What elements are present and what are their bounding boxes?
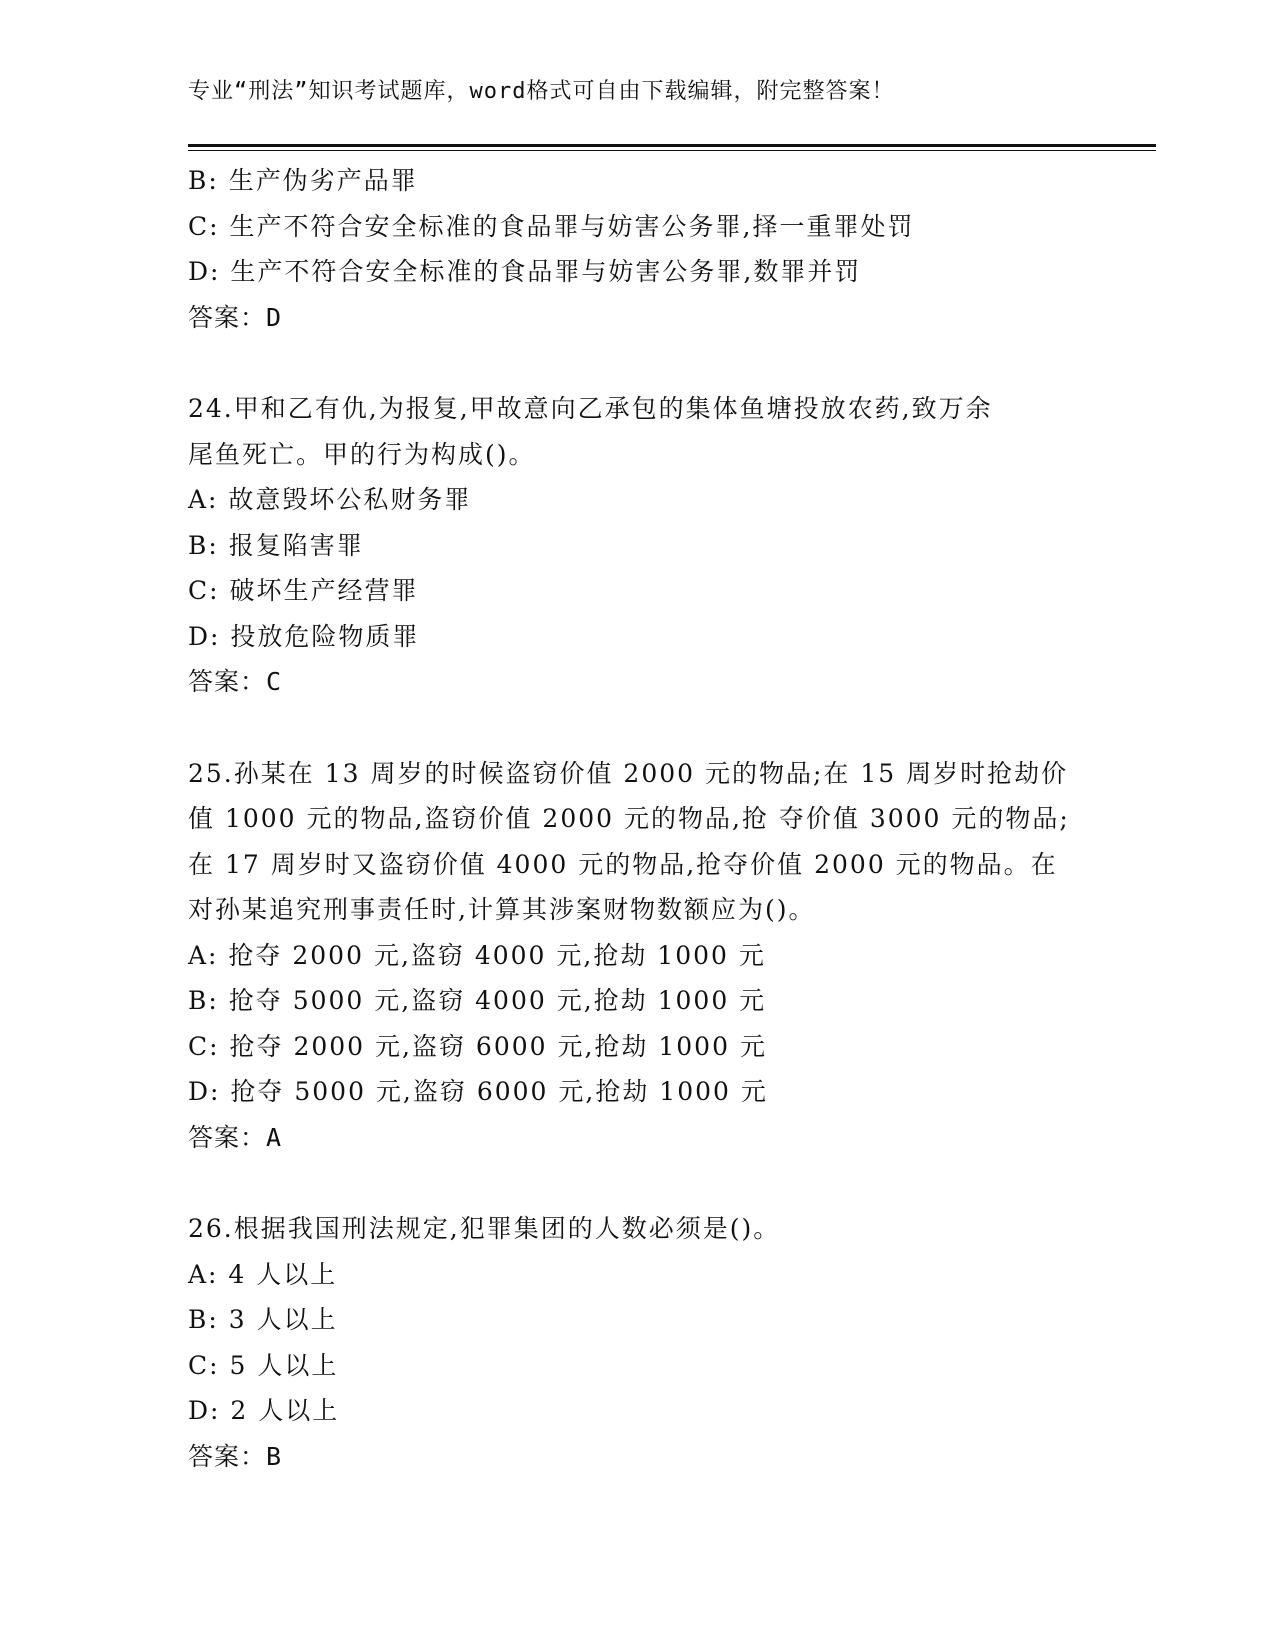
answer-line xyxy=(188,295,1088,341)
option-a: A: 故意毁坏公私财务罪 xyxy=(188,485,472,514)
option-b: B: 3 人以上 xyxy=(188,1305,338,1334)
option-c: C: 5 人以上 xyxy=(188,1350,339,1380)
answer-value: A xyxy=(266,1122,283,1152)
question-list xyxy=(188,158,1088,1479)
option-a: A: 4 人以上 xyxy=(188,1259,338,1289)
question-stem: 26.根据我国刑法规定,犯罪集团的人数必须是()。 xyxy=(188,1214,781,1243)
question-block xyxy=(188,751,1088,1161)
answer-value: B xyxy=(266,1441,283,1471)
question-stem: 尾鱼死亡。甲的行为构成()。 xyxy=(188,439,536,469)
option-d: D: 抢夺 5000 元,盗窃 6000 元,抢劫 1000 元 xyxy=(188,1077,768,1106)
answer-label: 答案： xyxy=(188,1122,267,1152)
answer-line xyxy=(188,1115,1088,1161)
header-rule xyxy=(188,144,1156,151)
question-block xyxy=(188,1206,1088,1479)
answer-label: 答案： xyxy=(188,1441,267,1471)
question-stem: 25.孙某在 13 周岁的时候盗窃价值 2000 元的物品;在 15 周岁时抢劫价 xyxy=(188,758,1069,788)
question-stem: 24.甲和乙有仇,为报复,甲故意向乙承包的集体鱼塘投放农药,致万余 xyxy=(188,394,993,423)
option-b: B: 生产伪劣产品罪 xyxy=(188,166,418,195)
option-d: D: 生产不符合安全标准的食品罪与妨害公务罪,数罪并罚 xyxy=(188,257,862,286)
question-stem: 对孙某追究刑事责任时,计算其涉案财物数额应为()。 xyxy=(188,895,816,924)
option-a: A: 抢夺 2000 元,盗窃 4000 元,抢劫 1000 元 xyxy=(188,940,766,970)
answer-value: C xyxy=(266,667,283,696)
question-stem: 值 1000 元的物品,盗窃价值 2000 元的物品,抢 夺价值 3000 元的物品; xyxy=(188,804,1070,833)
page-header: 专业“刑法”知识考试题库，word格式可自由下载编辑，附完整答案！ xyxy=(188,79,895,104)
option-c: C: 破坏生产经营罪 xyxy=(188,576,419,605)
answer-value: D xyxy=(266,302,283,332)
spacer xyxy=(188,1160,1088,1206)
option-b: B: 抢夺 5000 元,盗窃 4000 元,抢劫 1000 元 xyxy=(188,986,767,1015)
answer-label: 答案： xyxy=(188,667,267,696)
spacer xyxy=(188,340,1088,386)
option-c: C: 抢夺 2000 元,盗窃 6000 元,抢劫 1000 元 xyxy=(188,1031,767,1061)
answer-label: 答案： xyxy=(188,302,267,332)
answer-line xyxy=(188,659,1088,705)
option-c: C: 生产不符合安全标准的食品罪与妨害公务罪,择一重罪处罚 xyxy=(188,211,915,241)
option-d: D: 投放危险物质罪 xyxy=(188,621,420,651)
spacer xyxy=(188,705,1088,751)
option-d: D: 2 人以上 xyxy=(188,1396,340,1425)
question-stem: 在 17 周岁时又盗窃价值 4000 元的物品,抢夺价值 2000 元的物品。在 xyxy=(188,849,1058,879)
question-block xyxy=(188,386,1088,705)
question-block xyxy=(188,158,1088,340)
answer-line xyxy=(188,1434,1088,1480)
option-b: B: 报复陷害罪 xyxy=(188,530,364,560)
